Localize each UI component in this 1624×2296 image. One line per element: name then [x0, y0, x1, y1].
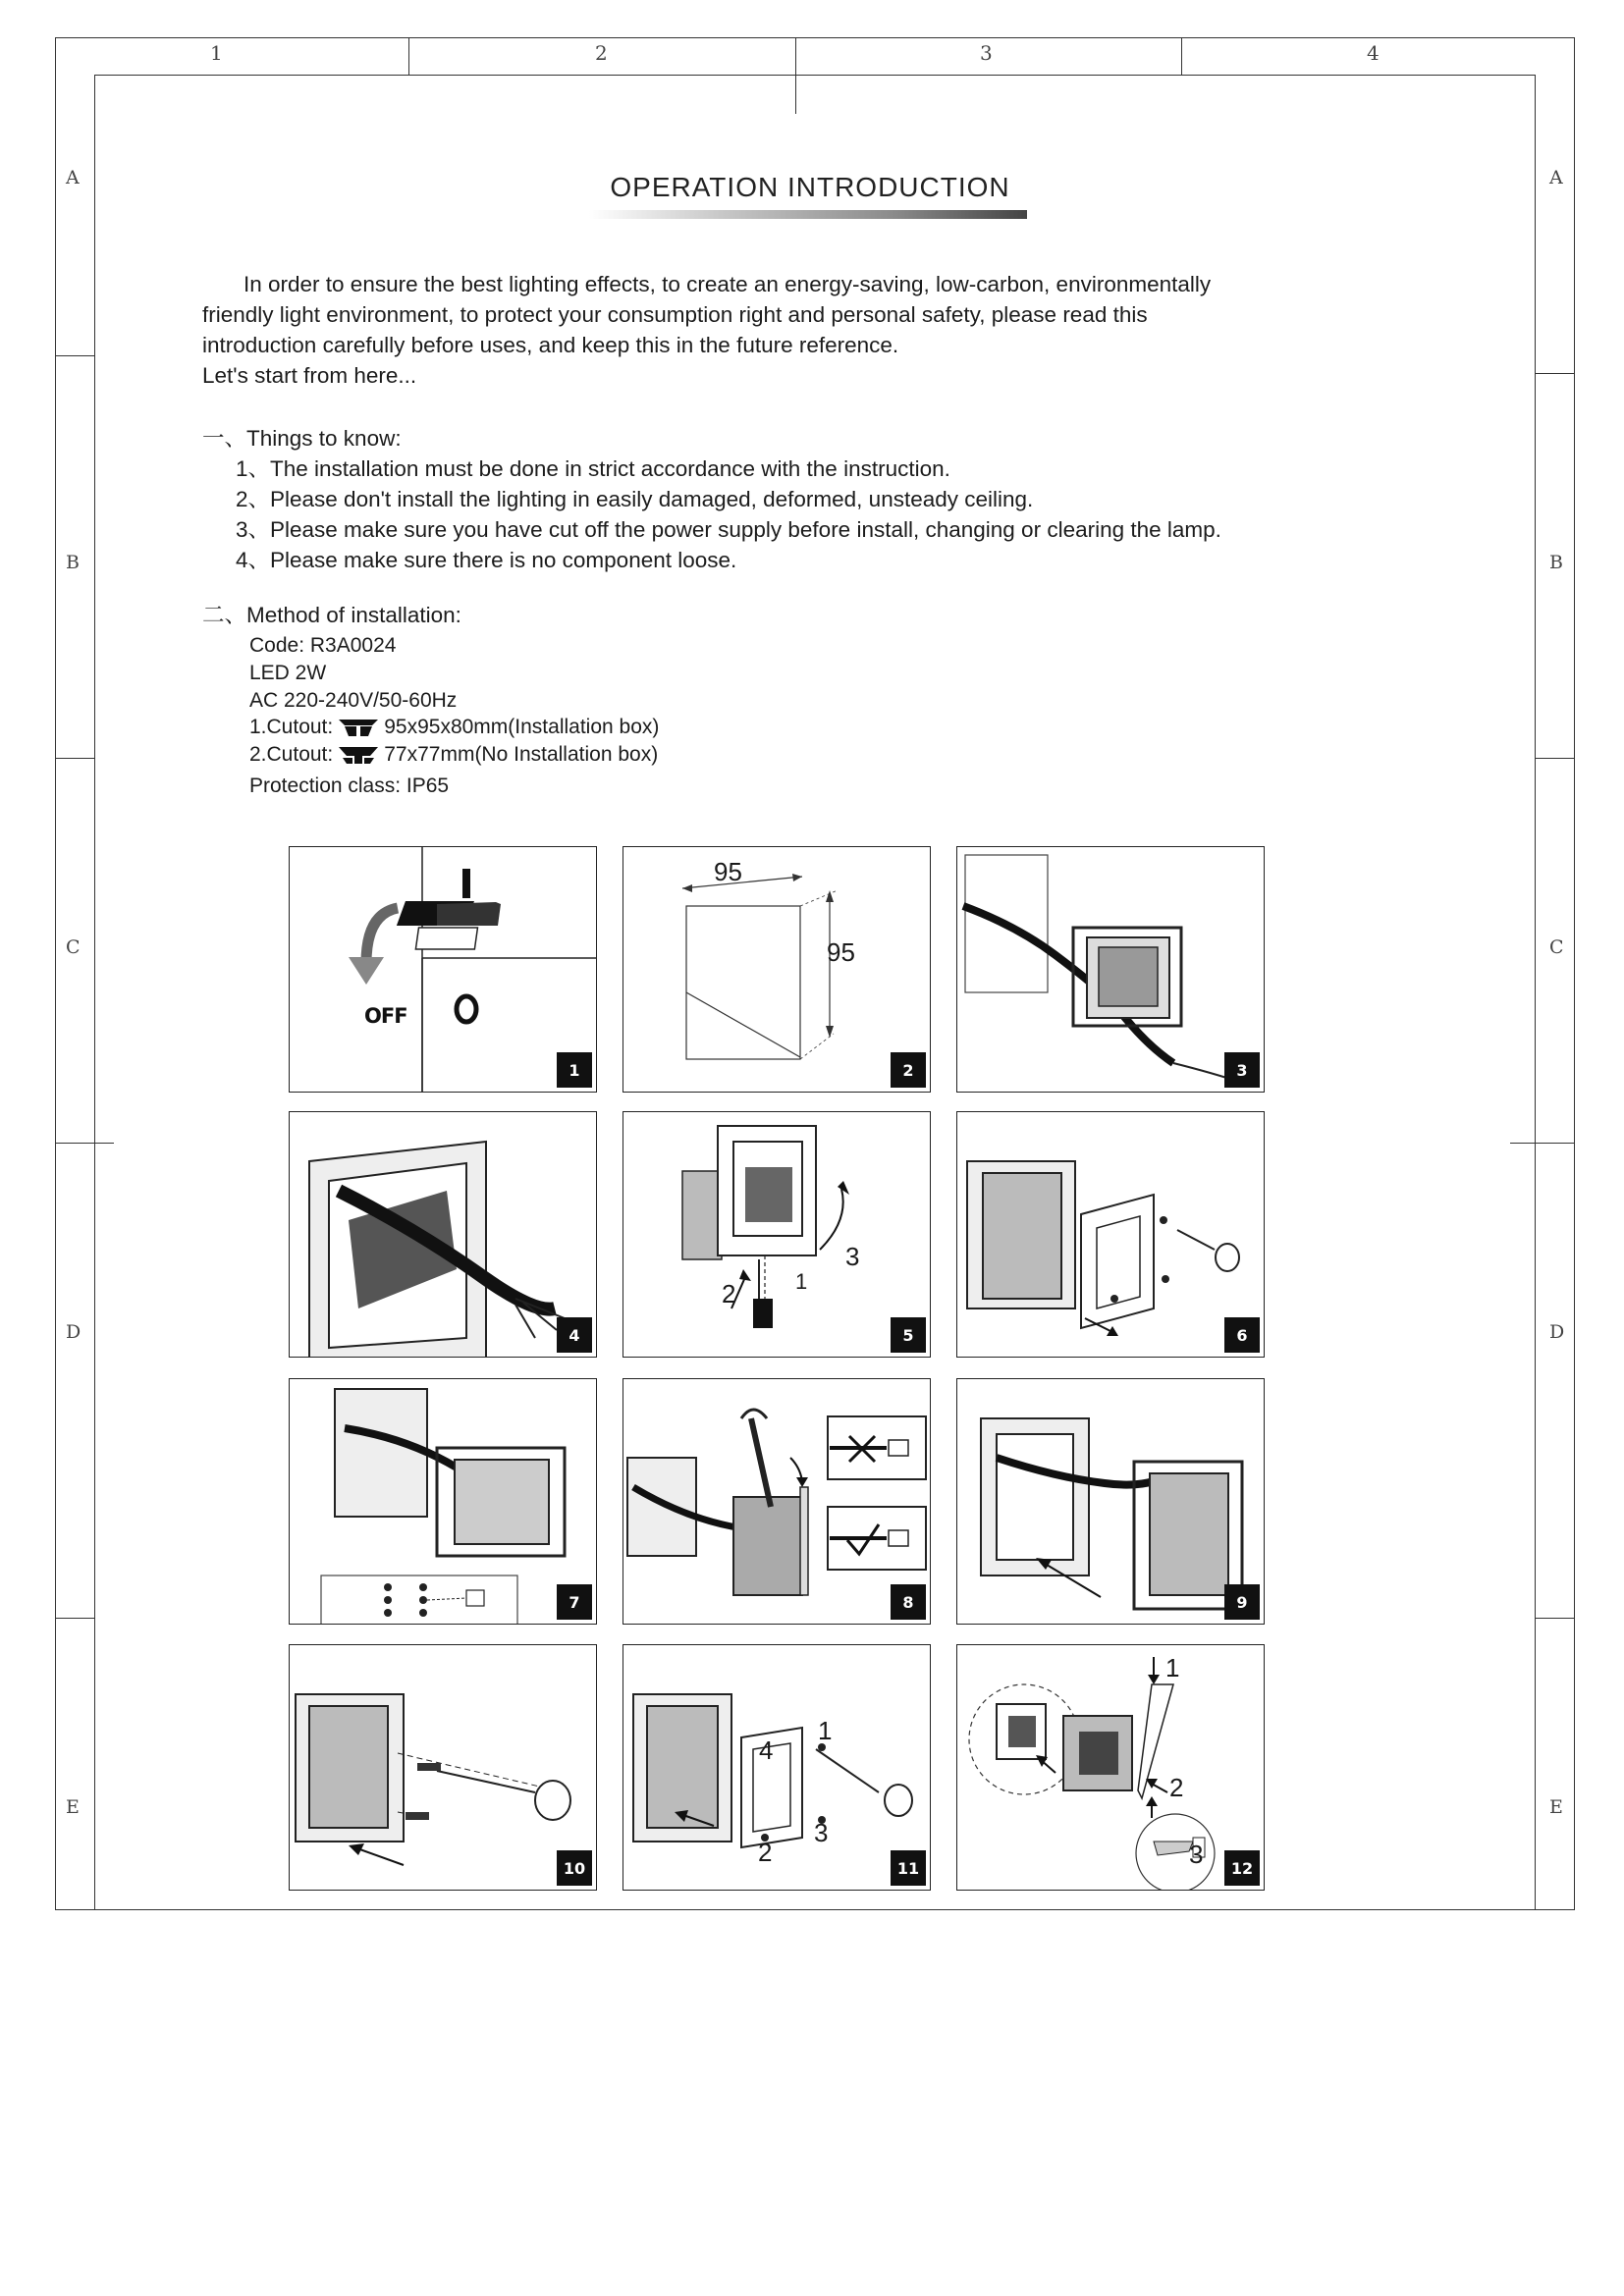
intro-line: friendly light environment, to protect your consumption right and personal safety, please read this	[202, 302, 1148, 327]
step-panel-5	[623, 1111, 931, 1358]
section-heading-method: 二、Method of installation:	[202, 603, 461, 627]
dimension-height-label: 95	[827, 937, 855, 967]
finished-installation-illustration	[957, 1645, 1265, 1891]
step-number-badge: 2	[891, 1052, 926, 1088]
row-label: B	[1549, 552, 1563, 573]
notice-item: 1、The installation must be done in strict accordance with the instruction.	[236, 456, 950, 481]
spec-code: Code: R3A0024	[249, 634, 397, 657]
step-number-badge: 5	[891, 1317, 926, 1353]
spec-protection: Protection class: IP65	[249, 774, 450, 797]
step-panel-1	[289, 846, 597, 1093]
row-divider	[55, 355, 94, 356]
step-panel-12	[956, 1644, 1265, 1891]
row-label: D	[66, 1321, 81, 1343]
wall-cutout-dimension-illustration	[623, 847, 931, 1093]
step-panel-10	[289, 1644, 597, 1891]
column-label: 1	[210, 41, 223, 65]
step-number-badge: 10	[557, 1850, 592, 1886]
callout-1: 1	[1165, 1653, 1180, 1682]
column-divider	[408, 37, 409, 75]
callout-3: 3	[1189, 1840, 1204, 1869]
cutout-2-label: 2.Cutout:	[249, 743, 334, 766]
step-panel-2	[623, 846, 931, 1093]
callout-3: 3	[845, 1242, 860, 1271]
step-panel-11	[623, 1644, 931, 1891]
spec-ac: AC 220-240V/50-60Hz	[249, 689, 458, 712]
page-title: OPERATION INTRODUCTION	[610, 172, 1010, 202]
cable-through-box-illustration	[957, 847, 1265, 1093]
step-number-badge: 4	[557, 1317, 592, 1353]
intro-line: introduction carefully before uses, and keep this in the future reference.	[202, 333, 899, 357]
step-number-badge: 8	[891, 1584, 926, 1620]
step-number-badge: 3	[1224, 1052, 1260, 1088]
step-panel-9	[956, 1378, 1265, 1625]
box-with-cable-closeup-illustration	[290, 1112, 597, 1358]
row-label: C	[66, 936, 81, 958]
cutout-2-value: 77x77mm(No Installation box)	[384, 743, 659, 766]
callout-2: 2	[1169, 1773, 1184, 1802]
step-panel-8	[623, 1378, 931, 1625]
spec-led: LED 2W	[249, 662, 327, 684]
row-divider	[1536, 373, 1575, 374]
step-panel-3	[956, 846, 1265, 1093]
callout-2: 2	[722, 1279, 736, 1308]
screw-box-to-wall-illustration	[290, 1645, 597, 1891]
row-label: E	[66, 1796, 80, 1818]
column-divider	[795, 37, 796, 114]
row-divider	[55, 758, 94, 759]
intro-paragraph	[202, 269, 1380, 391]
notice-item: 2、Please don't install the lighting in easily damaged, deformed, unsteady ceiling.	[236, 487, 1034, 511]
callout-1: 1	[818, 1716, 833, 1745]
column-label: 4	[1367, 41, 1380, 65]
tighten-cable-gland-illustration	[623, 1379, 931, 1625]
intro-line: Let's start from here...	[202, 363, 417, 388]
row-label: C	[1549, 936, 1564, 958]
row-label: A	[66, 167, 80, 188]
title-gradient-bar	[589, 210, 1027, 219]
open-lamp-screwdriver-illustration	[623, 1112, 931, 1358]
row-divider	[1510, 1143, 1575, 1144]
plate-cutout-icon	[335, 744, 382, 766]
dimension-width-label: 95	[714, 857, 742, 886]
cutout-1-label: 1.Cutout:	[249, 716, 334, 738]
row-label: B	[66, 552, 80, 573]
callout-4: 4	[759, 1735, 774, 1765]
step-number-badge: 7	[557, 1584, 592, 1620]
row-divider	[1536, 758, 1575, 759]
row-label: A	[1549, 167, 1563, 188]
column-label: 2	[595, 41, 608, 65]
spec-cutout-2	[249, 743, 658, 767]
column-divider	[1181, 37, 1182, 75]
wiring-connection-illustration	[290, 1379, 597, 1625]
off-label: OFF	[364, 1004, 407, 1028]
section-heading-things-to-know: 一、Things to know:	[202, 426, 402, 451]
spec-cutout-1	[249, 716, 659, 739]
callout-1: 1	[795, 1269, 808, 1294]
row-label: D	[1549, 1321, 1565, 1343]
step-number-badge: 11	[891, 1850, 926, 1886]
notice-item: 3、Please make sure you have cut off the power supply before install, changing or clearing the lamp.	[236, 517, 1221, 542]
callout-2: 2	[758, 1838, 773, 1867]
power-switch-off-illustration	[290, 847, 597, 1093]
step-number-badge: 6	[1224, 1317, 1260, 1353]
step-number-badge: 1	[557, 1052, 592, 1088]
row-label: E	[1549, 1796, 1563, 1818]
intro-line: In order to ensure the best lighting effects, to create an energy-saving, low-carbon, environmentally	[244, 272, 1212, 296]
notice-item: 4、Please make sure there is no component loose.	[236, 548, 737, 572]
attach-front-cover-illustration	[623, 1645, 931, 1891]
step-number-badge: 12	[1224, 1850, 1260, 1886]
row-divider	[1536, 1618, 1575, 1619]
cutout-1-value: 95x95x80mm(Installation box)	[384, 716, 660, 738]
insert-into-wall-illustration	[957, 1379, 1265, 1625]
row-divider	[55, 1618, 94, 1619]
box-cutout-icon	[335, 717, 382, 738]
remove-front-cover-illustration	[957, 1112, 1265, 1358]
callout-3: 3	[814, 1818, 829, 1847]
step-panel-4	[289, 1111, 597, 1358]
column-label: 3	[980, 41, 993, 65]
step-number-badge: 9	[1224, 1584, 1260, 1620]
step-panel-7	[289, 1378, 597, 1625]
row-divider	[55, 1143, 114, 1144]
step-panel-6	[956, 1111, 1265, 1358]
